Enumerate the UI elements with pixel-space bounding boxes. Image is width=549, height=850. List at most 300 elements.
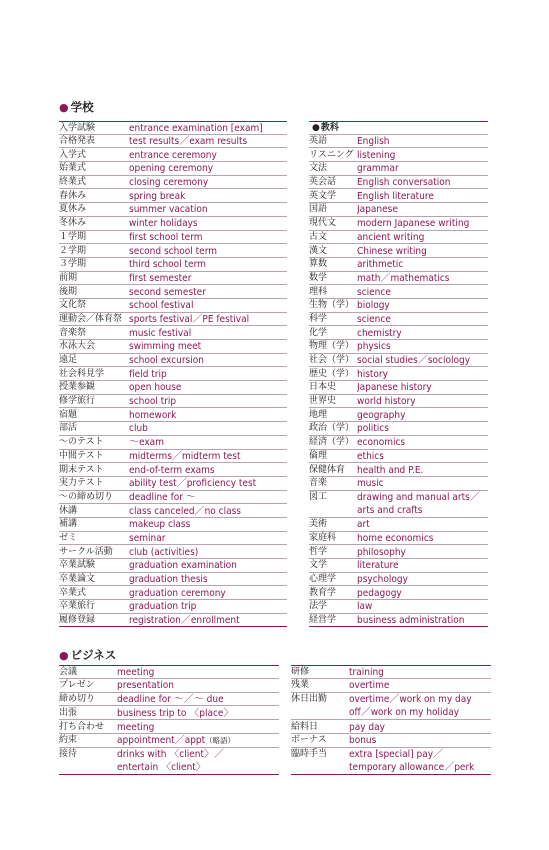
english-translation (129, 614, 287, 627)
japanese-term: 卒業試験 (59, 560, 96, 571)
english-text: ethics (357, 450, 384, 462)
english-translation (129, 546, 287, 559)
japanese-term: 倫理 (309, 450, 328, 461)
english-translation (129, 299, 287, 312)
vocab-row (309, 313, 488, 327)
vocab-row (59, 408, 287, 422)
english-text: law (357, 601, 373, 613)
english-text: health and P.E. (357, 464, 424, 476)
english-text: science (357, 313, 391, 325)
english-translation (129, 532, 287, 545)
english-translation (357, 313, 488, 326)
vocab-row (59, 285, 287, 299)
vocab-row (309, 162, 488, 176)
vocab-row (309, 491, 488, 518)
japanese-term: 英語 (309, 136, 328, 147)
japanese-term: 部活 (59, 423, 78, 434)
japanese-term: 終業式 (59, 177, 87, 188)
english-text: appointment／appt (117, 735, 206, 747)
english-text: Japanese (357, 204, 398, 216)
vocab-row (59, 665, 279, 679)
vocab-row (309, 135, 488, 149)
vocab-row (309, 354, 488, 368)
japanese-term: 家庭科 (309, 532, 337, 543)
english-text: art (357, 519, 370, 531)
vocab-row (59, 586, 287, 600)
english-text: entrance ceremony (129, 149, 217, 161)
english-text: spring break (129, 190, 186, 202)
english-text: seminar (129, 532, 166, 544)
english-text: registration／enrollment (129, 615, 240, 627)
english-translation (117, 707, 279, 720)
vocab-row (309, 600, 488, 614)
japanese-term: 春休み (59, 190, 87, 201)
english-translation (129, 258, 287, 271)
japanese-term: 英会話 (309, 177, 337, 188)
japanese-term: 心理学 (309, 574, 337, 585)
vocab-row (291, 748, 491, 776)
english-translation (349, 721, 491, 734)
english-text: test results／exam results (129, 136, 248, 148)
english-text: economics (357, 437, 406, 449)
vocab-row (309, 285, 488, 299)
english-translation (357, 491, 488, 517)
bullet-icon: ● (59, 100, 69, 114)
japanese-term: 算数 (309, 259, 328, 270)
japanese-term: 授業参観 (59, 382, 96, 393)
english-text: ancient writing (357, 231, 425, 243)
english-translation (357, 436, 488, 449)
english-text: extra [special] pay／ (349, 749, 444, 761)
vocab-row (309, 436, 488, 450)
english-text: physics (357, 341, 391, 353)
english-translation (357, 587, 488, 600)
vocab-row (309, 176, 488, 190)
vocab-row (309, 244, 488, 258)
school-vocab-table (59, 121, 287, 627)
english-text: biology (357, 300, 390, 312)
english-translation (129, 422, 287, 435)
english-translation (349, 748, 491, 774)
vocab-row (59, 559, 287, 573)
english-text: history (357, 368, 388, 380)
vocab-row (59, 148, 287, 162)
english-text: second school term (129, 245, 217, 257)
english-text: overtime (349, 680, 390, 692)
english-text: meeting (117, 721, 155, 733)
japanese-term: １学期 (59, 231, 87, 242)
english-translation (357, 573, 488, 586)
japanese-term: 漢文 (309, 245, 328, 256)
school-section-heading (59, 99, 94, 115)
english-translation (129, 464, 287, 477)
bullet-icon: ● (59, 648, 69, 662)
english-translation (129, 559, 287, 572)
vocab-row (309, 340, 488, 354)
abbreviation-note: （略語） (205, 736, 236, 746)
vocab-row (309, 463, 488, 477)
japanese-term: 国語 (309, 204, 328, 215)
english-translation (357, 532, 488, 545)
english-translation (349, 693, 491, 719)
english-translation (117, 734, 279, 747)
english-text: second semester (129, 286, 206, 298)
english-text: presentation (117, 680, 174, 692)
english-translation (357, 231, 488, 244)
vocab-row (59, 573, 287, 587)
japanese-term: 残業 (291, 680, 310, 691)
vocab-row (59, 518, 287, 532)
japanese-term: 社会科見学 (59, 368, 105, 379)
vocab-row (59, 532, 287, 546)
vocab-row (309, 408, 488, 422)
english-translation (129, 135, 287, 148)
japanese-term: 実力テスト (59, 478, 104, 489)
vocab-row (59, 614, 287, 628)
japanese-term: 音楽 (309, 478, 328, 489)
english-text: meeting (117, 667, 155, 679)
japanese-term: ３学期 (59, 259, 87, 270)
english-text: closing ceremony (129, 177, 209, 189)
vocab-row (309, 395, 488, 409)
vocab-row (291, 693, 491, 721)
english-text: graduation trip (129, 601, 197, 613)
english-text: geography (357, 409, 406, 421)
japanese-term: 哲学 (309, 546, 328, 557)
japanese-term: ～のテスト (59, 437, 104, 448)
vocab-row (309, 272, 488, 286)
english-translation (357, 272, 488, 285)
english-translation (357, 190, 488, 203)
english-text: arithmetic (357, 259, 404, 271)
business-section-title: ビジネス (70, 648, 117, 662)
english-text-continued: arts and crafts (357, 504, 423, 516)
vocab-row (309, 258, 488, 272)
english-text: ～exam (129, 437, 164, 449)
english-text: business trip to 〈place〉 (117, 707, 234, 719)
english-text: club (activities) (129, 546, 199, 558)
english-text: business administration (357, 615, 465, 627)
japanese-term: 入学式 (59, 149, 87, 160)
vocab-row (309, 381, 488, 395)
japanese-term: ～の締め切り (59, 491, 114, 502)
english-text: music festival (129, 327, 192, 339)
japanese-term: 後期 (59, 286, 78, 297)
english-text: drawing and manual arts／ (357, 491, 480, 503)
english-text: midterms／midterm test (129, 450, 241, 462)
japanese-term: 経済（学） (309, 437, 355, 448)
vocab-row (59, 395, 287, 409)
japanese-term: 経営学 (309, 615, 337, 626)
vocab-row (309, 559, 488, 573)
vocab-row (309, 586, 488, 600)
english-text: makeup class (129, 519, 191, 531)
vocab-row (309, 367, 488, 381)
english-text: sports festival／PE festival (129, 313, 250, 325)
english-translation (357, 477, 488, 490)
english-text: English conversation (357, 177, 451, 189)
vocab-row (59, 162, 287, 176)
vocab-row (59, 354, 287, 368)
english-translation (129, 286, 287, 299)
english-translation (129, 518, 287, 531)
english-translation (357, 450, 488, 463)
english-translation (129, 395, 287, 408)
vocab-row (309, 217, 488, 231)
japanese-term: サークル活動 (59, 546, 113, 557)
english-text: school trip (129, 396, 177, 408)
vocab-row (59, 326, 287, 340)
vocab-row (59, 720, 279, 734)
english-text: third school term (129, 259, 206, 271)
english-text: drinks with 〈client〉／ (117, 749, 225, 761)
english-translation (357, 135, 488, 148)
japanese-term: 社会（学） (309, 355, 355, 366)
english-text: deadline for ～ (129, 491, 196, 503)
vocab-row (309, 203, 488, 217)
english-text: modern Japanese writing (357, 218, 470, 230)
vocab-row (59, 367, 287, 381)
english-text: world history (357, 396, 416, 408)
english-translation (357, 203, 488, 216)
english-translation (357, 299, 488, 312)
english-text: graduation thesis (129, 574, 208, 586)
vocab-row (309, 477, 488, 491)
japanese-term: 宿題 (59, 409, 78, 420)
english-translation (357, 176, 488, 189)
vocab-row (309, 148, 488, 162)
vocab-row (59, 422, 287, 436)
english-translation (357, 381, 488, 394)
english-translation (357, 395, 488, 408)
japanese-term: 歴史（学） (309, 368, 355, 379)
subjects-subheading-row (309, 121, 488, 135)
vocab-row (291, 720, 491, 734)
vocab-row (59, 748, 279, 776)
japanese-term: 日本史 (309, 382, 337, 393)
vocab-row (59, 450, 287, 464)
english-translation (357, 464, 488, 477)
english-text: club (129, 423, 148, 435)
english-text: opening ceremony (129, 163, 214, 175)
english-translation (129, 587, 287, 600)
japanese-term: 打ち合わせ (59, 721, 105, 732)
vocab-row (309, 532, 488, 546)
english-translation (349, 679, 491, 692)
english-text: pay day (349, 721, 385, 733)
english-text: class canceled／no class (129, 505, 241, 517)
english-text: homework (129, 409, 177, 421)
english-text: grammar (357, 163, 399, 175)
japanese-term: 地理 (309, 409, 328, 420)
vocab-row (291, 679, 491, 693)
english-text: English literature (357, 190, 434, 202)
japanese-term: 冬休み (59, 218, 87, 229)
english-text: literature (357, 560, 399, 572)
english-text-continued: off／work on my holiday (349, 706, 460, 718)
english-text: psychology (357, 574, 408, 586)
english-translation (129, 450, 287, 463)
japanese-term: 期末テスト (59, 464, 104, 475)
vocab-row (59, 600, 287, 614)
english-translation (117, 748, 279, 774)
japanese-term: 中間テスト (59, 450, 104, 461)
english-translation (357, 409, 488, 422)
japanese-term: 接待 (59, 749, 78, 760)
japanese-term: 政治（学） (309, 423, 355, 434)
japanese-term: リスニング (309, 149, 354, 160)
vocab-row (59, 679, 279, 693)
japanese-term: 現代文 (309, 218, 337, 229)
vocab-row (59, 693, 279, 707)
japanese-term: 入学試験 (59, 123, 96, 134)
vocab-row (59, 217, 287, 231)
english-text: first semester (129, 272, 192, 284)
vocab-row (309, 326, 488, 340)
english-text: listening (357, 149, 396, 161)
japanese-term: プレゼン (59, 680, 95, 691)
english-text: training (349, 667, 384, 679)
english-text: graduation examination (129, 560, 237, 572)
english-translation (129, 149, 287, 162)
english-translation (129, 122, 287, 134)
japanese-term: 科学 (309, 313, 328, 324)
vocab-row (309, 299, 488, 313)
japanese-term: 文法 (309, 163, 328, 174)
japanese-term: 前期 (59, 272, 78, 283)
english-text: philosophy (357, 546, 406, 558)
english-text: Japanese history (357, 382, 432, 394)
vocab-row (59, 258, 287, 272)
japanese-term: 出張 (59, 707, 78, 718)
english-translation (357, 422, 488, 435)
english-translation (357, 354, 488, 367)
english-translation (357, 149, 488, 162)
school-section-title: 学校 (70, 100, 94, 114)
english-text: math／mathematics (357, 272, 450, 284)
english-translation (357, 600, 488, 613)
vocab-row (309, 189, 488, 203)
english-text: chemistry (357, 327, 402, 339)
japanese-term: 約束 (59, 735, 78, 746)
japanese-term: 休講 (59, 505, 78, 516)
vocab-row (59, 436, 287, 450)
japanese-term: 締め切り (59, 693, 96, 704)
vocab-row (291, 734, 491, 748)
english-translation (129, 176, 287, 189)
japanese-term: 英文学 (309, 190, 337, 201)
japanese-term: 化学 (309, 327, 328, 338)
english-text: school excursion (129, 355, 204, 367)
english-translation (129, 505, 287, 518)
japanese-term: 修学旅行 (59, 396, 96, 407)
vocab-row (309, 231, 488, 245)
japanese-term: 古文 (309, 231, 328, 242)
bullet-icon: ● (312, 123, 320, 133)
vocab-row (309, 422, 488, 436)
english-text: science (357, 286, 391, 298)
english-translation (357, 327, 488, 340)
english-translation (357, 286, 488, 299)
vocab-row (59, 121, 287, 135)
japanese-term: 卒業論文 (59, 574, 96, 585)
japanese-term: 卒業旅行 (59, 601, 96, 612)
english-text: Chinese writing (357, 245, 427, 257)
english-translation (129, 190, 287, 203)
english-text-continued: temporary allowance／perk (349, 762, 475, 774)
japanese-term: 履修登録 (59, 615, 96, 626)
english-translation (357, 559, 488, 572)
vocab-row (59, 203, 287, 217)
japanese-term: 始業式 (59, 163, 87, 174)
japanese-term: 音楽祭 (59, 327, 87, 338)
japanese-term: 理科 (309, 286, 328, 297)
japanese-term: 数学 (309, 272, 328, 283)
english-translation (129, 436, 287, 449)
japanese-term: 夏休み (59, 204, 87, 215)
english-translation (117, 721, 279, 734)
vocab-row (59, 189, 287, 203)
vocab-row (59, 313, 287, 327)
japanese-term: 卒業式 (59, 587, 87, 598)
japanese-term: 美術 (309, 519, 328, 530)
vocab-row (59, 272, 287, 286)
english-translation (357, 217, 488, 230)
business-vocab-table-right (291, 665, 491, 775)
english-translation (357, 546, 488, 559)
english-text: winter holidays (129, 218, 198, 230)
english-translation (357, 518, 488, 531)
english-text: pedagogy (357, 587, 402, 599)
subjects-vocab-table (309, 121, 488, 627)
japanese-term: 遠足 (59, 355, 78, 366)
vocab-row (309, 450, 488, 464)
english-translation (129, 409, 287, 422)
japanese-term: 世界史 (309, 396, 337, 407)
english-translation (349, 734, 491, 747)
english-translation (129, 272, 287, 285)
english-translation (129, 340, 287, 353)
english-text: ability test／proficiency test (129, 478, 257, 490)
japanese-term: 物理（学） (309, 341, 355, 352)
japanese-term: ゼミ (59, 532, 78, 543)
japanese-term: 給料日 (291, 721, 319, 732)
english-text: deadline for ～／～ due (117, 693, 224, 705)
english-text: end-of-term exams (129, 464, 215, 476)
english-translation (129, 217, 287, 230)
english-translation (129, 354, 287, 367)
vocab-row (59, 706, 279, 720)
english-translation (357, 368, 488, 381)
english-translation (129, 162, 287, 175)
english-translation (129, 245, 287, 258)
japanese-term: 会議 (59, 667, 78, 678)
english-text: English (357, 136, 390, 148)
english-text: social studies／sociology (357, 355, 471, 367)
japanese-term: 臨時手当 (291, 749, 328, 760)
japanese-term: 図工 (309, 491, 328, 502)
english-translation (357, 162, 488, 175)
japanese-term: 保健体育 (309, 464, 346, 475)
vocab-row (59, 231, 287, 245)
english-translation (129, 381, 287, 394)
vocab-row (59, 135, 287, 149)
english-translation (129, 491, 287, 504)
vocab-row (309, 573, 488, 587)
japanese-term: ボーナス (291, 735, 327, 746)
english-text: graduation ceremony (129, 587, 226, 599)
english-translation (357, 340, 488, 353)
